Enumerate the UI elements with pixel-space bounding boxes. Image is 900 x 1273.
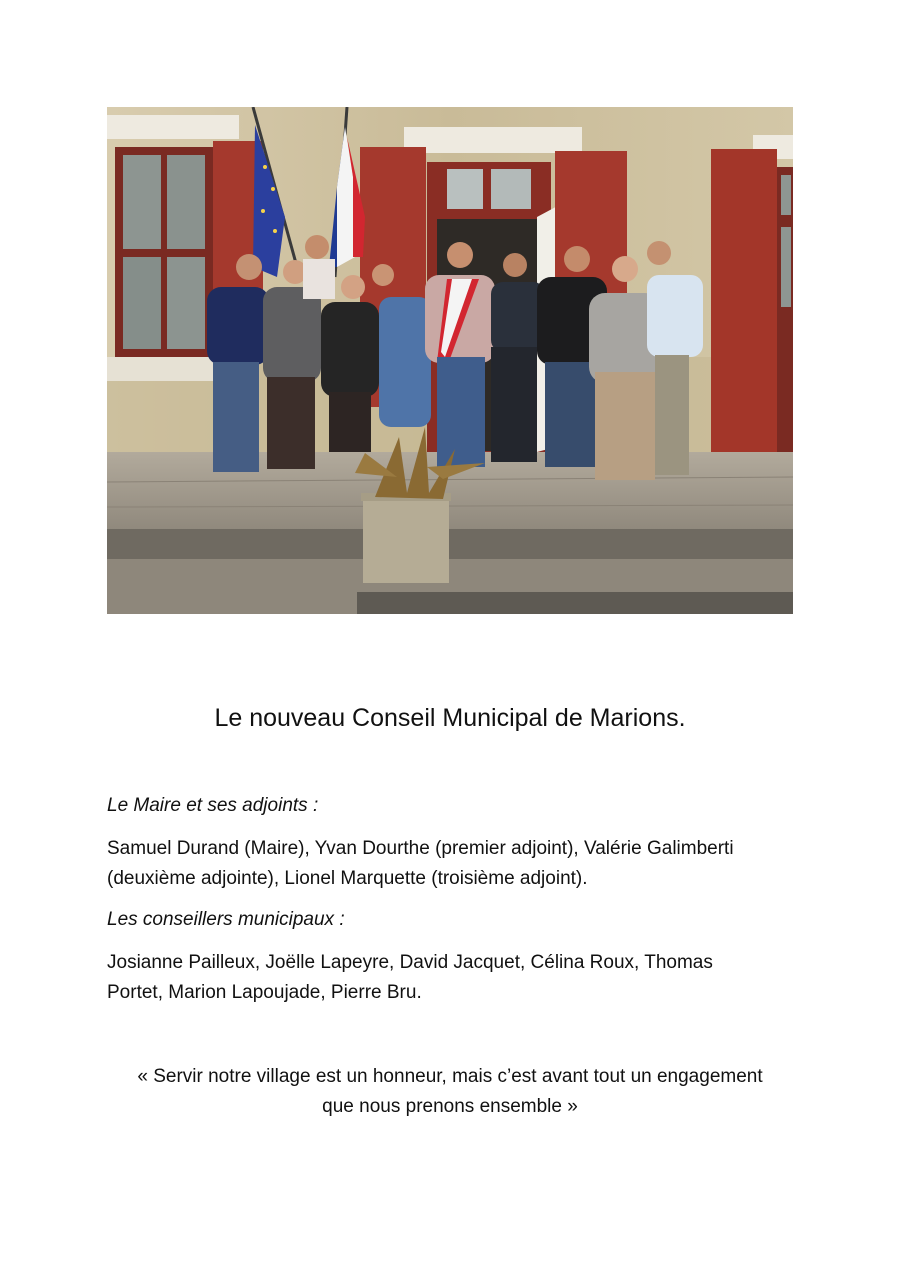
council-list-line-2: Portet, Marion Lapoujade, Pierre Bru. [107, 982, 422, 1003]
right-shutter [711, 149, 777, 457]
page-title: Le nouveau Conseil Municipal de Marions. [214, 704, 686, 732]
group-photo [107, 107, 793, 614]
quote [107, 1062, 793, 1122]
council-list-line-1: Josianne Pailleux, Joëlle Lapeyre, David Jacquet, Célina Roux, Thomas [107, 952, 713, 973]
left-window-lintel [107, 115, 239, 139]
mayor-list-line-2: (deuxième adjointe), Lionel Marquette (troisième adjoint). [107, 868, 588, 889]
door-lintel [404, 127, 582, 153]
mayor-section-label: Le Maire et ses adjoints : [107, 795, 319, 816]
council-section-label: Les conseillers municipaux : [107, 909, 345, 930]
quote-line-2: que nous prenons ensemble » [322, 1096, 578, 1117]
quote-line-1: « Servir notre village est un honneur, mais c’est avant tout un engagement [137, 1066, 763, 1087]
step [107, 529, 793, 559]
mayor-list [107, 834, 797, 894]
mayor-list-line-1: Samuel Durand (Maire), Yvan Dourthe (premier adjoint), Valérie Galimberti [107, 838, 734, 859]
council-list [107, 948, 797, 1008]
